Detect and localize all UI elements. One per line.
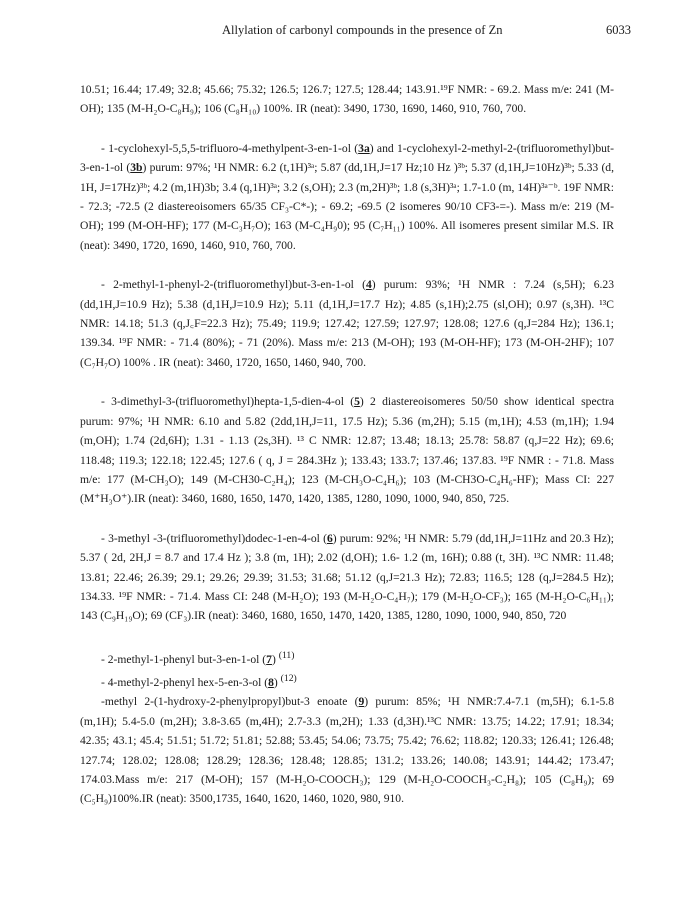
compound-ref-3a: 3a bbox=[358, 141, 370, 155]
paragraph-compound-3: - 1-cyclohexyl-5,5,5-trifluoro-4-methylpent-3-en-1-ol (3a) and 1-cyclohexyl-2-methyl-2-(trifluoromethyl)but-3-en-1-ol (3b) purum: 97%; ¹H NMR: 6.2 (t,1H)³ᵃ; 5.87 (dd,1H,J=17 Hz;10 Hz )³ᵇ; 5.37 (d,1H,J=10Hz)³ᵇ; 5.33 (d, 1H, J=17Hz)³ᵇ; 4.2 (m,1H)3b; 3.4 (q,1H)³ᵃ; 3.2 (s,OH); 2.3 (m,2H)³ᵇ; 1.8 (s,3H)³ᵃ; 1.7-1.0 (m, 14H)³ᵃ⁻ᵇ. 19F NMR: - 72.3; -72.5 (2 diastereoisomers 65/35 CF₃-C*-); - 69.2; -69.5 (2 isomeres 90/10 CF3-=-). Mass m/e: 219 (M-OH); 199 (M-OH-HF); 177 (M-C₃H₇O); 163 (M-C₄H₉0); 95 (C₇H₁₁) 100%. All isomeres present similar M.S. IR (neat): 3490, 1720, 1690, 1460, 910, 760, 700. bbox=[80, 141, 614, 252]
page-header bbox=[0, 23, 681, 41]
compound-ref-4: 4 bbox=[366, 278, 372, 292]
document-body bbox=[80, 80, 614, 809]
line-compound-7: - 2-methyl-1-phenyl but-3-en-1-ol (7) $^{(11)}$ bbox=[101, 649, 295, 666]
paragraph-compound-5: - 3-dimethyl-3-(trifluoromethyl)hepta-1,5-dien-4-ol (5) 2 diastereoisomeres 50/50 show identical spectra purum: 97%; ¹H NMR: 6.10 and 5.82 (2dd,1H,J=11, 17.5 Hz); 5.36 (m,2H); 5.15 (m,1H); 4.53 (m,1H); 1.94 (m,OH); 1.74 (2d,6H); 1.31 - 1.13 (2s,3H). ¹³ C NMR: 12.87; 13.48; 18.13; 25.78: 58.87 (q,J=22 Hz); 69.6; 118.48; 119.3; 122.18; 122.45; 127.6 ( q, J = 284.3Hz ); 133.43; 133.7; 137.46; 137.83. ¹⁹F NMR : - 71.8. Mass m/e: 177 (M-CH₃O); 149 (M-CH30-C₂H₄); 123 (M-CH₃O-C₄H₆); 103 (M-CH3O-C₄H₆-HF); Mass CI: 227 (M⁺H₃O⁺).IR (neat): 3460, 1680, 1650, 1470, 1420, 1385, 1280, 1090, 1000, 940, 850, 725. bbox=[80, 395, 614, 506]
paragraph-continued: 10.51; 16.44; 17.49; 32.8; 45.66; 75.32; 126.5; 126.7; 127.5; 128.44; 143.91.¹⁹F NMR: - 69.2. Mass m/e: 241 (M-OH); 135 (M-H₂O-C₈H₉); 106 (C₈H₁₀) 100%. IR (neat): 3490, 1730, 1690, 1460, 910, 760, 700. bbox=[80, 83, 614, 116]
compound-ref-9: 9 bbox=[358, 695, 365, 709]
citation-12: (12) bbox=[280, 673, 297, 685]
line-compound-8: - 4-methyl-2-phenyl hex-5-en-3-ol (8) $^{(12)}$ bbox=[101, 673, 297, 689]
compound-ref-8: 8 bbox=[268, 675, 274, 689]
paragraph-compound-9: -methyl 2-(1-hydroxy-2-phenylpropyl)but-3 enoate (9) purum: 85%; ¹H NMR:7.4-7.1 (m,5H); 6.1-5.8 (m,1H); 5.4-5.0 (m,2H); 3.8-3.65 (m,4H); 2.7-3.3 (m,2H); 1.33 (d,3H).¹³C NMR: 13.75; 14.22; 17.91; 18.34; 42.35; 43.1; 45.4; 51.51; 51.72; 51.81; 52.88; 53.45; 54.06; 73.75; 75.42; 76.62; 118.82; 120.33; 126.41; 126.48; 127.74; 128.02; 128.08; 128.29; 128.36; 128.48; 128.85; 131.2; 133.26; 140.08; 143.91; 144.42; 173.47; 174.03.Mass m/e: 217 (M-OH); 157 (M-H₂O-COOCH₃); 129 (M-H₂O-COOCH₃-C₂H₈); 105 (C₈H₉); 69 (C₅H₉)100%.IR (neat): 3500,1735, 1640, 1620, 1460, 1020, 980, 910. bbox=[80, 695, 614, 806]
citation-11: (11) bbox=[278, 649, 295, 661]
running-title: Allylation of carbonyl compounds in the presence of Zn bbox=[222, 23, 503, 37]
compound-ref-7: 7 bbox=[266, 652, 272, 666]
compound-ref-6: 6 bbox=[326, 531, 333, 545]
paragraph-compound-6: - 3-methyl -3-(trifluoromethyl)dodec-1-en-4-ol (6) purum: 92%; ¹H NMR: 5.79 (dd,1H,J=11Hz and 20.3 Hz); 5.37 ( 2d, 2H,J = 8.7 and 17.4 Hz ); 3.8 (m, 1H); 2.02 (d,OH); 1.6- 1.2 (m, 16H); 0.88 (t, 3H). ¹³C NMR: 11.48; 13.81; 22.46; 26.39; 29.1; 29.26; 29.39; 31.53; 31.68; 51.12 (q,J=21.3 Hz); 72.83; 116.5; 128 (q,J=284.5 Hz); 134.33. ¹⁹F NMR: - 71.4. Mass CI: 248 (M-H₂O); 193 (M-H₂O-C₄H₇); 179 (M-H₂O-CF₃); 165 (M-H₂O-C₆H₁₁); 143 (C₉H₁₉O); 69 (CF₃).IR (neat): 3460, 1680, 1650, 1470, 1420, 1385, 1280, 1090, 1000, 940, 850, 720 bbox=[80, 531, 615, 623]
paragraph-compound-4: - 2-methyl-1-phenyl-2-(trifluoromethyl)but-3-en-1-ol (4) purum: 93%; ¹H NMR : 7.24 (s,5H); 6.23 (dd,1H,J=10.9 Hz); 5.38 (d,1H,J=10.9 Hz); 5.11 (d,1H,J=17.7 Hz); 4.85 (s,1H);2.75 (sl,OH); 0.97 (s,3H). ¹³C NMR: 14.18; 51.3 (q,J꜀F=22.3 Hz); 75.49; 119.9; 127.42; 127.59; 127.97; 128.08; 127.6 (q,J=284 Hz); 136.1; 139.34. ¹⁹F NMR: - 71.4 (80%); - 71 (20%). Mass m/e: 213 (M-OH); 193 (M-OH-HF); 173 (M-OH-2HF); 107 (C₇H₇O) 100% . IR (neat): 3460, 1720, 1650, 1460, 940, 700. bbox=[80, 278, 614, 369]
page-number: 6033 bbox=[606, 23, 631, 37]
compound-ref-5: 5 bbox=[354, 395, 360, 409]
compound-ref-3b: 3b bbox=[130, 161, 143, 175]
